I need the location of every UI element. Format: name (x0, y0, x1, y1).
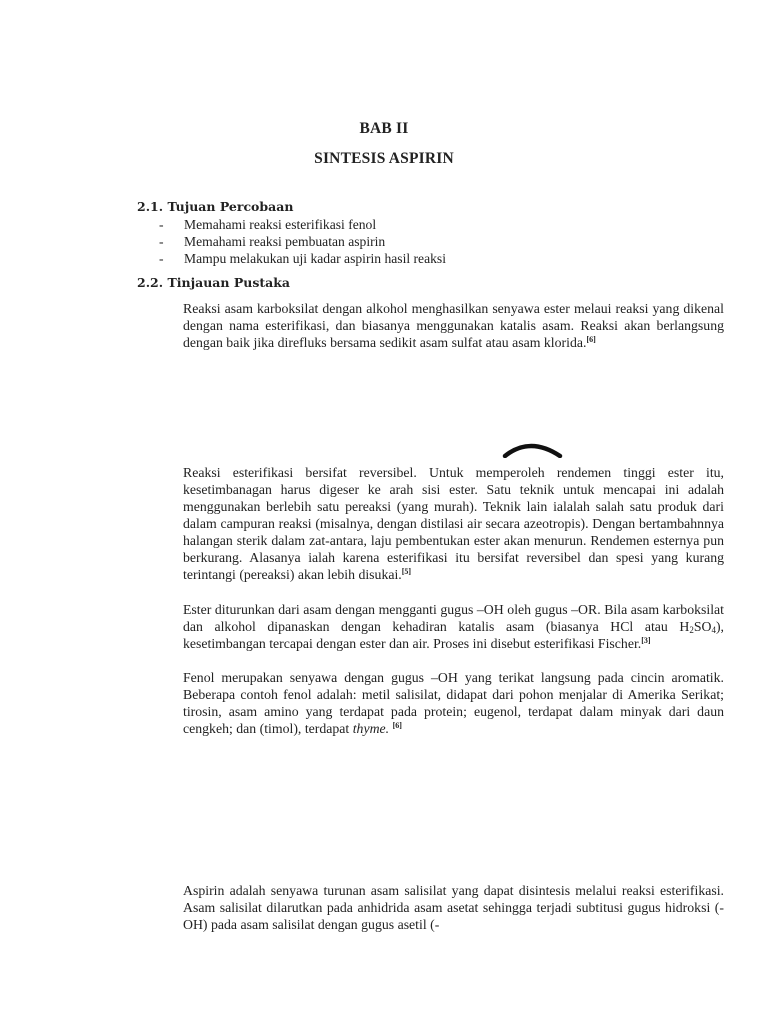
objectives-list (159, 216, 446, 267)
paragraph-text: ), kesetimbangan tercapai dengan ester dan air. Proses ini disebut esterifikasi Fischer. (183, 619, 724, 651)
partial-figure-arc (500, 438, 570, 458)
paragraph-5 (128, 882, 724, 933)
reference-marker: [6] (586, 335, 596, 344)
paragraph-text: Reaksi asam karboksilat dengan alkohol menghasilkan senyawa ester melaui reaksi yang dikenal dengan nama esterifikasi, dan biasanya menggunakan katalis asam. Reaksi akan berlangsung dengan baik jika direfluks bersama sedikit asam sulfat atau asam klorida. (183, 301, 724, 350)
subscript: 4 (711, 625, 716, 635)
paragraph-text: Fenol merupakan senyawa dengan gugus –OH yang terikat langsung pada cincin aromatik. Beberapa contoh fenol adalah: metil salisilat, didapat dari pohon menjalar di Amerika Serikat; tirosin, asam amino yang terdapat pada protein; eugenol, terdapat dalam minyak dari daun cengkeh; dan (timol), terdapat (183, 670, 724, 736)
section-heading-tujuan: 2.1. Tujuan Percobaan (137, 199, 294, 214)
paragraph-text: Ester diturunkan dari asam dengan mengganti gugus –OH oleh gugus –OR. Bila asam karboksilat dan alkohol dipanaskan dengan kehadiran katalis asam (biasanya HCl atau H (183, 602, 724, 634)
list-item-text: Memahami reaksi esterifikasi fenol (184, 217, 377, 232)
list-item (159, 216, 446, 233)
list-dash: - (159, 234, 164, 249)
italic-term: thyme. (352, 721, 390, 736)
paragraph-4 (128, 669, 724, 737)
paragraph-text: Aspirin adalah senyawa turunan asam salisilat yang dapat disintesis melalui reaksi esterifikasi. Asam salisilat dilarutkan pada anhidrida asam asetat sehingga terjadi subtitusi gugus hidroksi (-OH) pada asam salisilat dengan gugus asetil (- (183, 883, 724, 932)
paragraph-2 (128, 464, 724, 583)
list-dash: - (159, 217, 164, 232)
list-dash: - (159, 251, 164, 266)
list-item (159, 233, 446, 250)
paragraph-text: Reaksi esterifikasi bersifat reversibel. Untuk memperoleh rendemen tinggi ester itu, kesetimbanagan harus digeser ke arah sisi ester. Satu teknik untuk mencapai ini adalah menggunakan berlebih satu pereaksi (yang murah). Teknik lain ialalah salah satu produk dari dalam campuran reaksi (misalnya, dengan distilasi air secara azeotropis). Dengan bertambahnnya halangan sterik dalam zat-antara, laju pembentukan ester akan menurun. Rendemen esternya pun berkurang. Alasanya ialah karena esterifikasi itu bersifat reversibel dan spesi yang kurang terintangi (pereaksi) akan lebih disukai. (183, 465, 724, 582)
chapter-label: BAB II (359, 120, 409, 137)
list-item (159, 250, 446, 267)
paragraph-text: SO (693, 619, 712, 634)
section-heading-tinjauan: 2.2. Tinjauan Pustaka (137, 275, 290, 290)
chapter-title: SINTESIS ASPIRIN (314, 150, 454, 167)
reference-marker: [5] (401, 567, 412, 576)
paragraph-1 (128, 300, 724, 351)
list-item-text: Mampu melakukan uji kadar aspirin hasil reaksi (184, 251, 446, 266)
subscript: 2 (689, 625, 694, 635)
list-item-text: Memahami reaksi pembuatan aspirin (184, 234, 386, 249)
reference-marker: [6] (392, 721, 402, 730)
reference-marker: [3] (641, 636, 651, 645)
paragraph-3 (128, 601, 724, 652)
